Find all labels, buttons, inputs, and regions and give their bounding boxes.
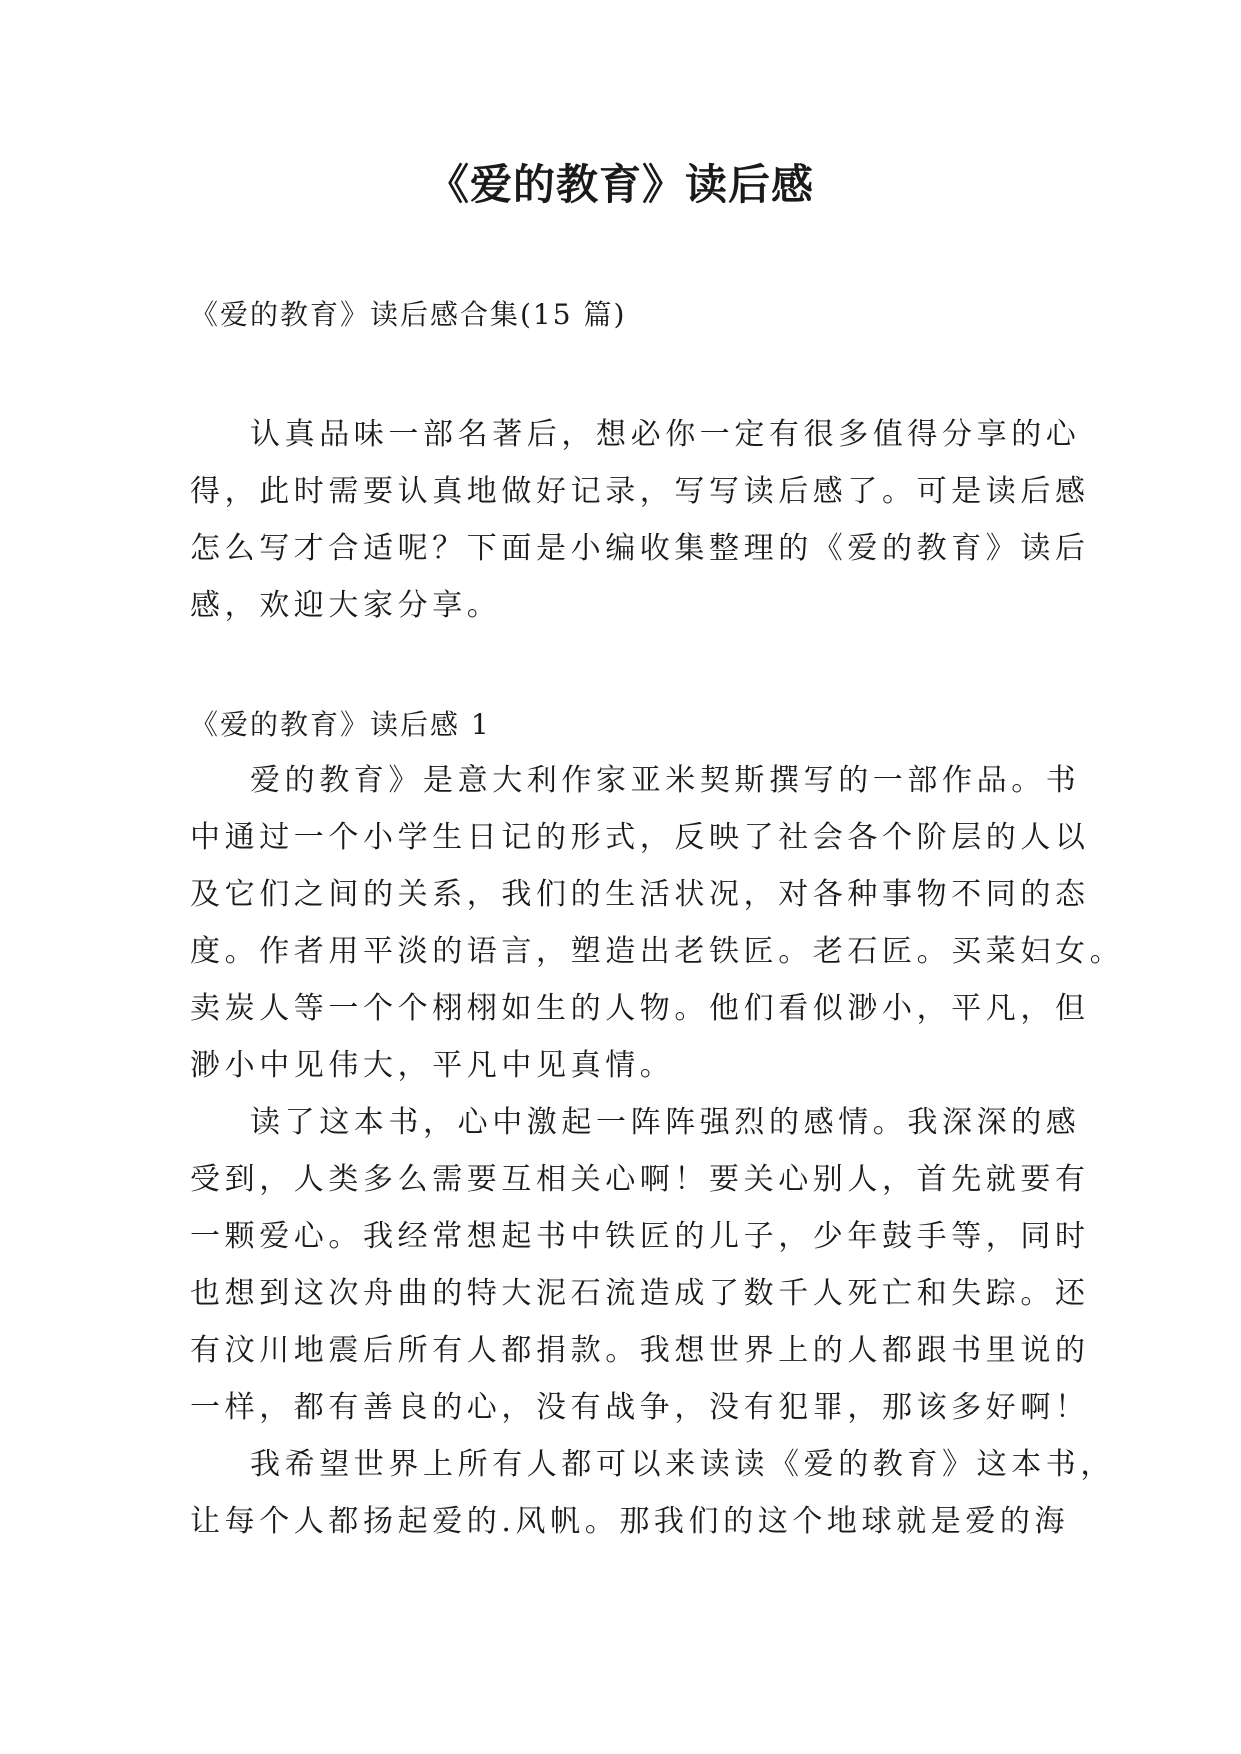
intro-paragraph [190, 406, 1090, 634]
paragraph-line: 及它们之间的关系，我们的生活状况，对各种事物不同的态 [190, 877, 1090, 912]
intro-line: 认真品味一部名著后，想必你一定有很多值得分享的心 [250, 417, 1081, 452]
document-subtitle: 《爱的教育》读后感合集(15 篇) [190, 298, 627, 331]
section-heading: 《爱的教育》读后感 1 [190, 708, 491, 741]
paragraph-line: 爱的教育》是意大利作家亚米契斯撰写的一部作品。书 [250, 763, 1081, 798]
paragraph-line: 读了这本书，心中激起一阵阵强烈的感情。我深深的感 [250, 1105, 1081, 1140]
paragraph-line: 也想到这次舟曲的特大泥石流造成了数千人死亡和失踪。还 [190, 1276, 1090, 1311]
paragraph-line: 一颗爱心。我经常想起书中铁匠的儿子，少年鼓手等，同时 [190, 1219, 1090, 1254]
paragraph-line: 让每个人都扬起爱的.风帆。那我们的这个地球就是爱的海 [190, 1504, 1070, 1539]
paragraph-line: 一样，都有善良的心，没有战争，没有犯罪，那该多好啊！ [190, 1390, 1090, 1425]
intro-line: 感，欢迎大家分享。 [190, 588, 502, 623]
paragraph-line: 我希望世界上所有人都可以来读读《爱的教育》这本书， [250, 1447, 1115, 1482]
paragraph-line: 有汶川地震后所有人都捐款。我想世界上的人都跟书里说的 [190, 1333, 1090, 1368]
page-title: 《爱的教育》读后感 [426, 160, 814, 209]
paragraph-line: 受到，人类多么需要互相关心啊！要关心别人，首先就要有 [190, 1162, 1090, 1197]
intro-line: 怎么写才合适呢？下面是小编收集整理的《爱的教育》读后 [190, 531, 1090, 566]
section-body [190, 752, 1125, 1550]
paragraph-line: 卖炭人等一个个栩栩如生的人物。他们看似渺小，平凡，但 [190, 991, 1090, 1026]
intro-line: 得，此时需要认真地做好记录，写写读后感了。可是读后感 [190, 474, 1090, 509]
paragraph-line: 渺小中见伟大，平凡中见真情。 [190, 1048, 675, 1083]
paragraph-line: 度。作者用平淡的语言，塑造出老铁匠。老石匠。买菜妇女。 [190, 934, 1125, 969]
paragraph-line: 中通过一个小学生日记的形式，反映了社会各个阶层的人以 [190, 820, 1090, 855]
